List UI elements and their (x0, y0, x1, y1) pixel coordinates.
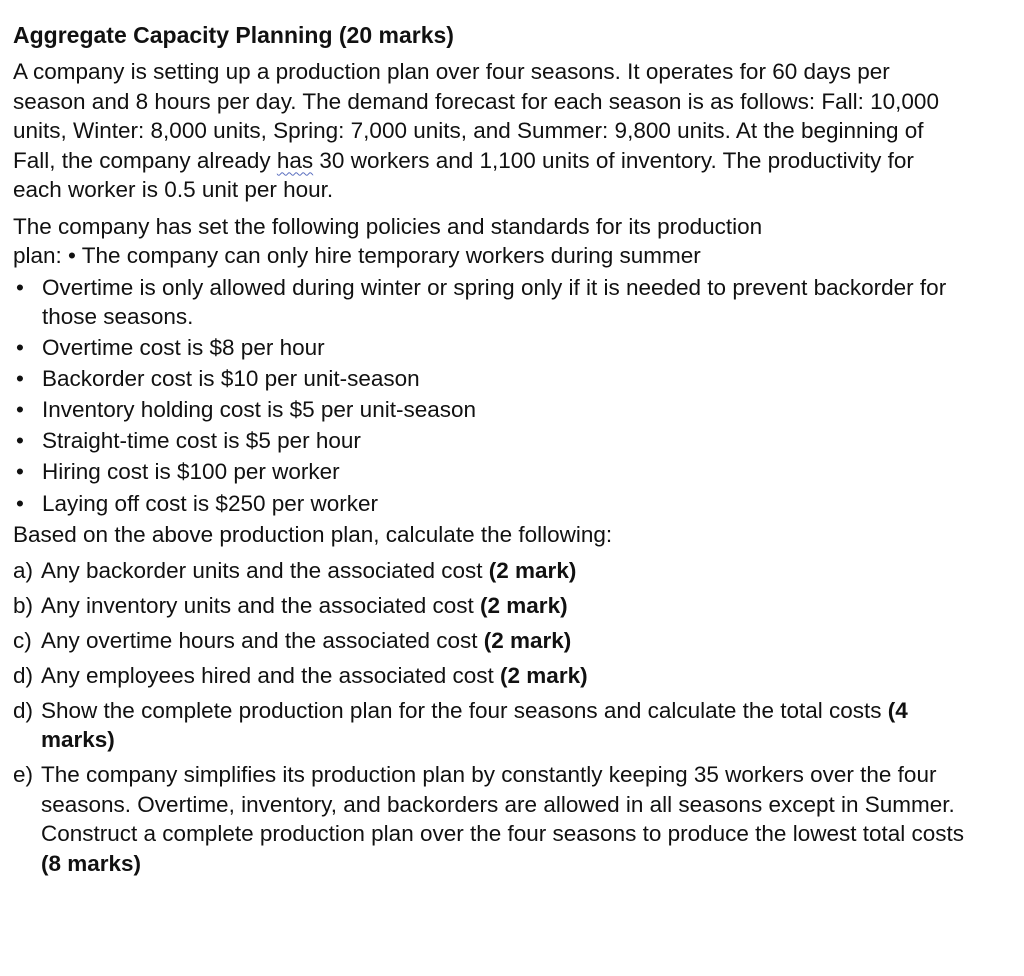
question-marks: (2 mark) (500, 662, 588, 688)
question-text: Any employees hired and the associated cost (41, 662, 494, 688)
question-marks: (4 marks) (41, 697, 908, 753)
policy-text: Overtime is only allowed during winter or spring only if it is needed to prevent backorder for those seasons. (42, 274, 947, 329)
question-text: Show the complete production plan for the four seasons and calculate the total costs (41, 697, 882, 723)
question-text: Any inventory units and the associated cost (41, 592, 474, 618)
problem-statement-text-1: A company is setting up a production plan over four seasons. It operates for 60 days per season and 8 hours per day. The demand forecast for each season is as follows: Fall: 10,000 units, Winter: 8,000 units, Spring: 7,000 units, and Summer: 9,800 units. At the beginning of Fall, the company already (13, 59, 939, 173)
policy-text: Inventory holding cost is $5 per unit-season (42, 397, 477, 423)
spellcheck-flagged-word[interactable]: has (276, 147, 314, 173)
policy-item (13, 489, 1003, 519)
question-label: c) (13, 627, 32, 653)
question-item (13, 760, 981, 878)
question-marks: (8 marks) (41, 850, 142, 876)
bullet-icon: • (16, 366, 24, 392)
bullet-icon: • (16, 490, 24, 516)
policy-text: Backorder cost is $10 per unit-season (42, 366, 420, 392)
questions-lead: Based on the above production plan, calculate the following: (13, 522, 613, 548)
question-marks: (2 mark) (488, 557, 577, 583)
question-item (13, 696, 981, 755)
question-marks: (2 mark) (480, 592, 568, 618)
question-text: The company simplifies its production plan by constantly keeping 35 workers over the four seasons. Overtime, inventory, and backorders are allowed in all seasons except in Summer. Construct a complete production plan over the four seasons to produce the lowest total costs (41, 762, 965, 847)
problem-statement-text-2: 30 workers and 1,100 units of inventory. The productivity for each worker is 0.5 unit per hour. (13, 147, 914, 202)
policy-text: Hiring cost is $100 per worker (42, 459, 340, 485)
page-title: Aggregate Capacity Planning (20 marks) (13, 22, 454, 48)
bullet-icon: • (16, 459, 24, 485)
question-text: Any overtime hours and the associated cost (41, 627, 478, 653)
bullet-icon: • (16, 335, 24, 361)
question-text: Any backorder units and the associated cost (41, 557, 483, 583)
policy-text: Straight-time cost is $5 per hour (42, 428, 361, 454)
question-item (13, 556, 981, 586)
question-item (13, 591, 981, 621)
question-marks: (2 mark) (483, 627, 572, 653)
bullet-icon: • (16, 397, 24, 423)
policy-item (13, 457, 1003, 487)
problem-statement (13, 57, 953, 205)
document (13, 20, 1003, 884)
policy-text: Overtime cost is $8 per hour (42, 335, 325, 361)
policy-intro: The company has set the following policies and standards for its production plan: • The company can only hire temporary workers during summer (13, 213, 763, 268)
policy-item (13, 395, 1003, 425)
policy-item (13, 364, 1003, 394)
policy-item (13, 273, 1003, 332)
question-label: d) (13, 662, 34, 688)
question-label: e) (13, 762, 34, 788)
policy-item (13, 333, 1003, 363)
question-item (13, 626, 981, 656)
question-label: a) (13, 557, 34, 583)
question-label: b) (13, 592, 34, 618)
policy-text: Laying off cost is $250 per worker (42, 490, 379, 516)
bullet-icon: • (16, 274, 24, 300)
bullet-icon: • (16, 428, 24, 454)
question-label: d) (13, 697, 34, 723)
policy-list (13, 273, 1003, 519)
policy-item (13, 426, 1003, 456)
question-item (13, 661, 981, 691)
question-list (13, 556, 1003, 879)
